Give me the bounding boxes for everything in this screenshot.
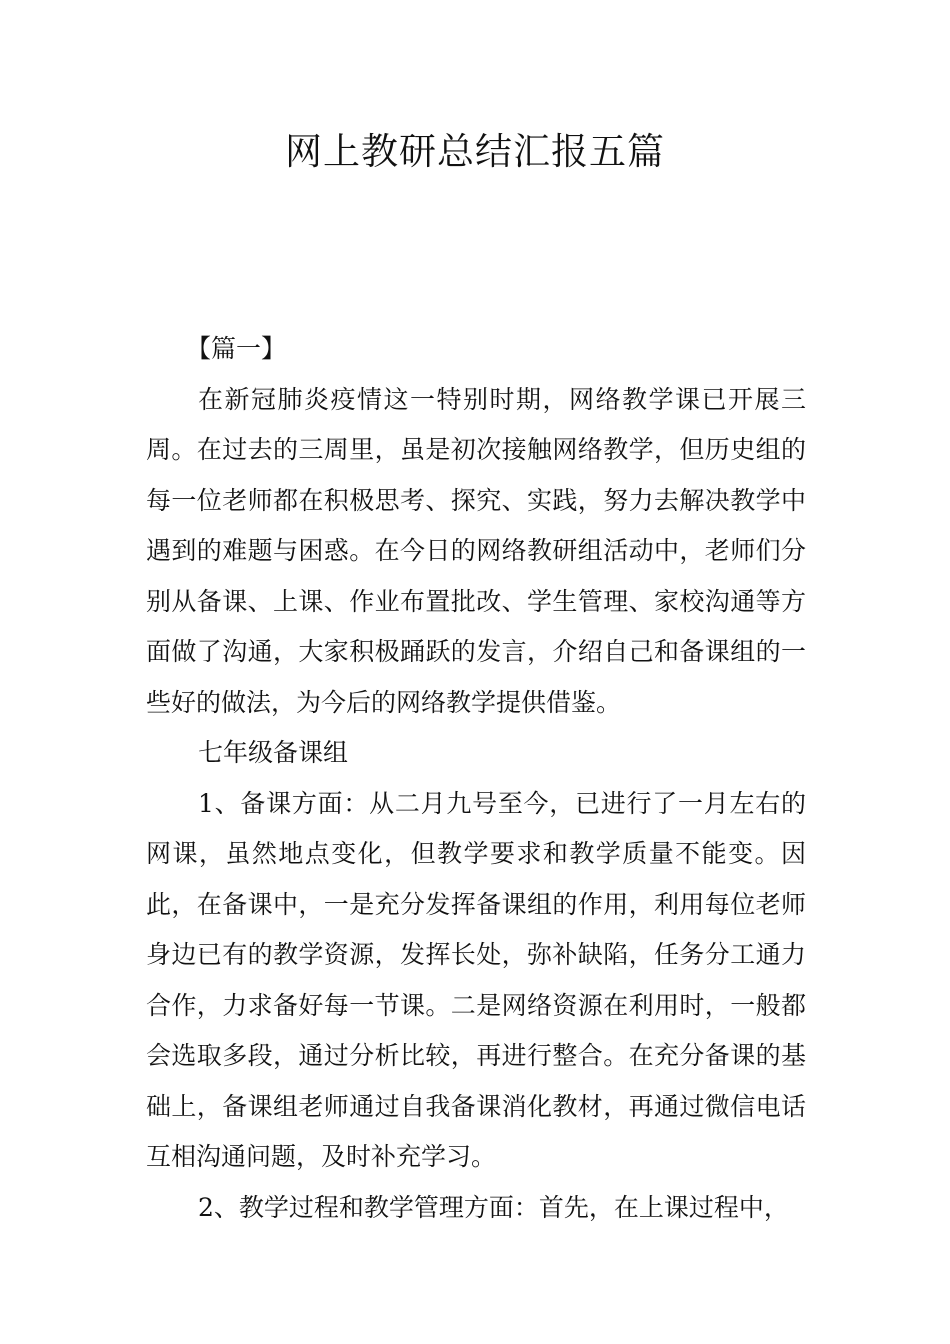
- document-title: 网上教研总结汇报五篇: [285, 130, 665, 173]
- teaching-process-paragraph: 2、教学过程和教学管理方面：首先，在上课过程中，: [198, 1192, 789, 1222]
- section-marker: 【篇一】: [186, 334, 287, 363]
- intro-paragraph: 在新冠肺炎疫情这一特别时期，网络教学课已开展三周。在过去的三周里，虽是初次接触网络教学，但历史组的每一位老师都在积极思考、探究、实践，努力去解决教学中遇到的难题与困惑。在今日的网络教研组活动中，老师们分别从备课、上课、作业布置批改、学生管理、家校沟通等方面做了沟通，大家积极踊跃的发言，介绍自己和备课组的一些好的做法，为今后的网络教学提供借鉴。: [146, 384, 806, 717]
- document-body: [146, 324, 806, 1233]
- group-heading: 七年级备课组: [198, 738, 349, 767]
- lesson-prep-paragraph: 1、备课方面：从二月九号至今，已进行了一月左右的网课，虽然地点变化，但教学要求和教学质量不能变。因此，在备课中，一是充分发挥备课组的作用，利用每位老师身边已有的教学资源，发挥长处，弥补缺陷，任务分工通力合作，力求备好每一节课。二是网络资源在利用时，一般都会选取多段，通过分析比较，再进行整合。在充分备课的基础上，备课组老师通过自我备课消化教材，再通过微信电话互相沟通问题，及时补充学习。: [146, 788, 806, 1171]
